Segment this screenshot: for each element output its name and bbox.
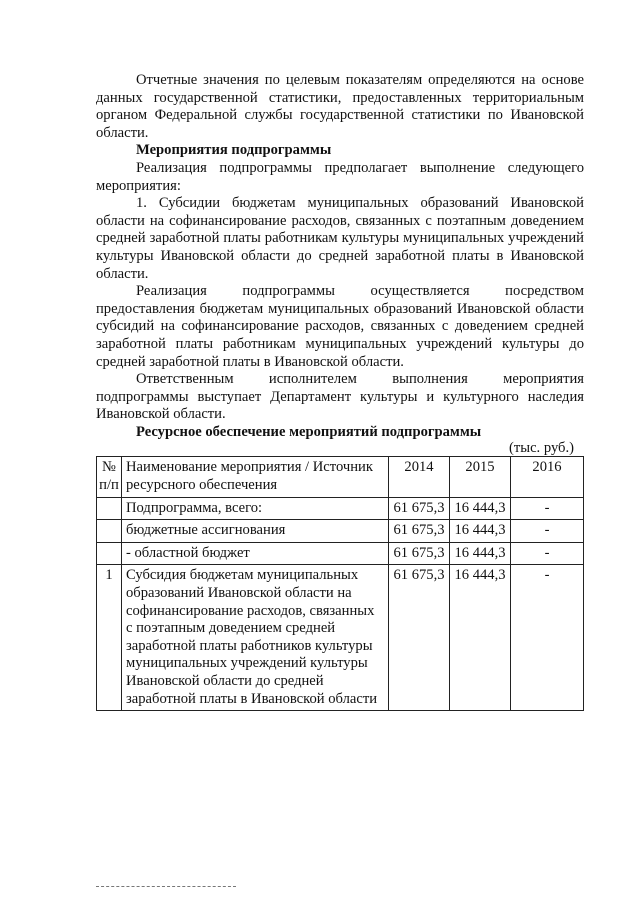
document-page (96, 72, 584, 711)
row-2014: 61 675,3 (389, 542, 450, 565)
row-2016: - (511, 520, 584, 543)
row-2015: 16 444,3 (450, 565, 511, 711)
table-unit: (тыс. руб.) (509, 440, 574, 457)
footer-divider (96, 886, 236, 887)
table-heading: Ресурсное обеспечение мероприятий подпрограммы (136, 423, 482, 440)
header-2015: 2015 (450, 457, 511, 497)
realization-paragraph: Реализация подпрограммы осуществляется посредством предоставления бюджетам муниципальных образований Ивановской области субсидий на софинансирование расходов, связанных с доведением средней заработной платы работникам муниципальных учреждений культуры до средней заработной платы в Ивановской области. (96, 283, 584, 370)
header-2016: 2016 (511, 457, 584, 497)
row-num (97, 497, 122, 520)
measure-item: 1. Субсидии бюджетам муниципальных образований Ивановской области на софинансирование расходов, связанных с поэтапным доведением средней заработной платы работникам культуры муниципальных учреждений культуры Ивановской области до средней заработной платы в Ивановской области. (96, 195, 584, 282)
table-row (97, 520, 584, 543)
row-2015: 16 444,3 (450, 542, 511, 565)
header-num: № п/п (97, 457, 122, 497)
intro-paragraph: Отчетные значения по целевым показателям определяются на основе данных государственной статистики, предоставленных территориальным органом Федеральной службы государственной статистики по Ивановской области. (96, 72, 584, 141)
row-name: Подпрограмма, всего: (122, 497, 389, 520)
row-num: 1 (97, 565, 122, 711)
header-name: Наименование мероприятия / Источник ресурсного обеспечения (122, 457, 389, 497)
row-2014: 61 675,3 (389, 520, 450, 543)
table-row (97, 497, 584, 520)
row-2015: 16 444,3 (450, 520, 511, 543)
table-row (97, 565, 584, 711)
executor-paragraph: Ответственным исполнителем выполнения мероприятия подпрограммы выступает Департамент культуры и культурного наследия Ивановской области. (96, 371, 584, 423)
row-2015: 16 444,3 (450, 497, 511, 520)
row-name: - областной бюджет (122, 542, 389, 565)
row-num (97, 520, 122, 543)
row-num (97, 542, 122, 565)
header-2014: 2014 (389, 457, 450, 497)
row-name: Субсидия бюджетам муниципальных образований Ивановской области на софинансирование расходов, связанных с поэтапным доведением средней заработной платы работников культуры муниципальных учреждений культуры Ивановской области до средней заработной платы в Ивановской области (122, 565, 389, 711)
resource-table (96, 456, 584, 711)
row-2014: 61 675,3 (389, 497, 450, 520)
row-2016: - (511, 565, 584, 711)
row-2014: 61 675,3 (389, 565, 450, 711)
row-2016: - (511, 497, 584, 520)
table-row (97, 542, 584, 565)
section-heading: Мероприятия подпрограммы (136, 142, 332, 159)
row-name: бюджетные ассигнования (122, 520, 389, 543)
table-header-row (97, 457, 584, 497)
row-2016: - (511, 542, 584, 565)
implementation-paragraph: Реализация подпрограммы предполагает выполнение следующего мероприятия: (96, 159, 584, 194)
